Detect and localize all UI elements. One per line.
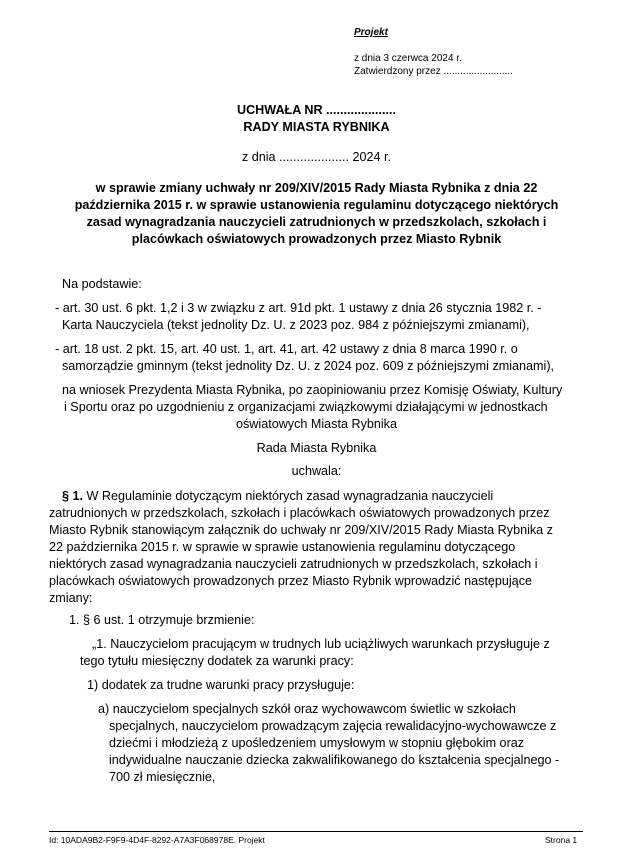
motion-line: oświatowych Miasta Rybnika — [236, 417, 397, 431]
section-line: zmiany: — [49, 591, 93, 605]
council-statement: Rada Miasta Rybnika — [256, 441, 377, 455]
basis-intro: Na podstawie: — [62, 277, 142, 291]
basis-item-line: samorządzie gminnym (tekst jednolity Dz. U. z 2024 poz. 609 z późniejszymi zmianami), — [62, 359, 555, 373]
subpoint-a-line: a) nauczycielom specjalnych szkół oraz wychowawcom świetlic w szkołach — [98, 702, 516, 716]
section-1-first-line — [62, 489, 493, 503]
subject-line: października 2015 r. w sprawie ustanowienia regulaminu dotyczącego niektórych — [74, 198, 559, 212]
project-label: Projekt — [354, 27, 388, 38]
council-name: RADY MIASTA RYBNIKA — [243, 120, 390, 134]
approved-by: Zatwierdzony przez ......................... — [354, 66, 513, 77]
basis-item-line: - art. 30 ust. 6 pkt. 1,2 i 3 w związku z art. 91d pkt. 1 ustawy z dnia 26 stycznia 1982 r. - — [55, 301, 542, 315]
subpoint-a-line: dziećmi i młodzieżą z upośledzeniem umysłowym w stopniu głębokim oraz — [109, 736, 525, 750]
section-line: zatrudnionych w przedszkolach, szkołach i placówkach oświatowych prowadzonych przez — [49, 506, 550, 520]
subpoint-a-line: indywidualne nauczanie dziecka zakwalifikowanego do kształcenia specjalnego - — [109, 753, 560, 767]
motion-line: i Sportu oraz po uzgodnieniu z organizacjami związkowymi działającymi w jednostkach — [64, 400, 548, 414]
section-text: W Regulaminie dotyczącym niektórych zasad wynagradzania nauczycieli — [83, 489, 494, 503]
document-id: Id: 10ADA9B2-F9F9-4D4F-8292-A7A3F068978E. Projekt — [49, 835, 265, 845]
subpoint-a-line: 700 zł miesięcznie, — [109, 770, 216, 784]
subpoint-a-line: specjalnych, nauczycielom prowadzącym zajęcia rewalidacyjno-wychowawcze z — [109, 719, 557, 733]
subject-line: placówkach oświatowych prowadzonych przez Miasto Rybnik — [131, 232, 502, 246]
subject-line: zasad wynagradzania nauczycieli zatrudnionych w przedszkolach, szkołach i — [86, 215, 547, 229]
section-line: placówkach oświatowych prowadzonych przez Miasto Rybnik wprowadzić następujące — [49, 574, 532, 588]
resolves-statement: uchwala: — [291, 464, 342, 478]
footer-divider — [49, 831, 583, 832]
basis-item-line: Karta Nauczyciela (tekst jednolity Dz. U. z 2023 poz. 984 z późniejszymi zmianami), — [62, 318, 530, 332]
page-number: Strona 1 — [545, 835, 578, 845]
section-line: 22 października 2015 r. w sprawie w sprawie ustanowienia regulaminu dotyczącego — [49, 540, 516, 554]
basis-item-line: - art. 18 ust. 2 pkt. 15, art. 40 ust. 1, art. 41, art. 42 ustawy z dnia 8 marca 1990 r. o — [55, 342, 518, 356]
section-label: § 1. — [62, 489, 84, 503]
motion-line: na wniosek Prezydenta Miasta Rybnika, po zaopiniowaniu przez Komisję Oświaty, Kultury — [62, 383, 563, 397]
section-line: niektórych zasad wynagradzania nauczycieli zatrudnionych w przedszkolach, szkołach i — [49, 557, 538, 571]
resolution-date: z dnia .................... 2024 r. — [241, 150, 392, 164]
resolution-number: UCHWAŁA NR .................... — [236, 103, 397, 117]
subpoint-1: 1) dodatek za trudne warunki pracy przysługuje: — [87, 678, 355, 692]
point-1: 1. § 6 ust. 1 otrzymuje brzmienie: — [69, 613, 255, 627]
quote-line: tego tytułu miesięczny dodatek za warunki pracy: — [80, 654, 354, 668]
quote-line: „1. Nauczycielom pracującym w trudnych lub uciążliwych warunkach przysługuje z — [92, 637, 550, 651]
section-line: Miasto Rybnik stanowiącym załącznik do uchwały nr 209/XIV/2015 Rady Miasta Rybnika z — [49, 523, 553, 537]
subject-line: w sprawie zmiany uchwały nr 209/XIV/2015 Rady Miasta Rybnika z dnia 22 — [95, 181, 538, 195]
draft-date: z dnia 3 czerwca 2024 r. — [354, 53, 462, 64]
